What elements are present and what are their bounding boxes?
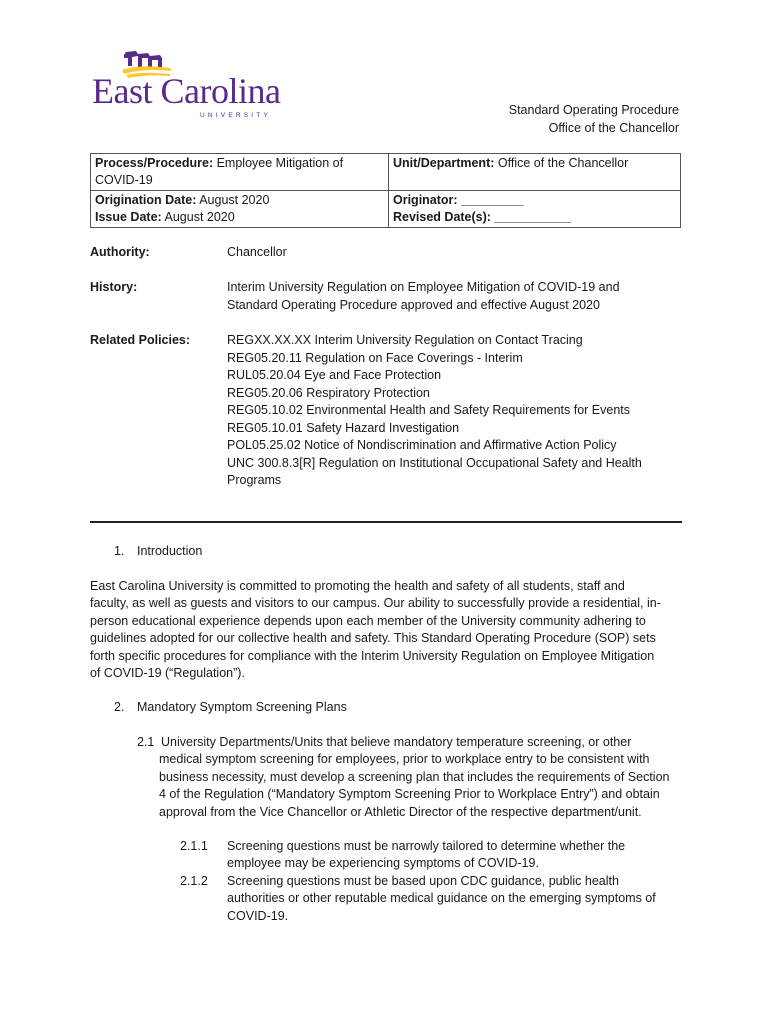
divider	[90, 521, 682, 523]
history-value: Interim University Regulation on Employee Mitigation of COVID-19 and Standard Operating Procedure approved and effective August 2020	[227, 280, 620, 312]
section-2-1: 2.1 University Departments/Units that believe mandatory temperature screening, or other medical symptom screening for employees, prior to workplace entry to be consistent with business necessity, must develop a screening plan that includes the requirements of Section 4 of the Regulation (“Mandatory Symptom Screening Prior to Workplace Entry”) and obtain approval from the Vice Chancellor or Athletic Director of the respective department/unit.	[137, 735, 670, 819]
list-item: Programs	[227, 473, 282, 487]
process-cell: Process/Procedure: Employee Mitigation of COVID-19	[91, 154, 389, 191]
list-item: UNC 300.8.3[R] Regulation on Institutional Occupational Safety and Health	[227, 455, 642, 470]
logo-subtitle: UNIVERSITY	[200, 112, 272, 119]
section-1-heading: 1. Introduction	[114, 544, 203, 558]
list-item: RUL05.20.04 Eye and Face Protection	[227, 368, 442, 382]
originator-cell: Originator: _________ Revised Date(s): ___________	[389, 191, 681, 228]
header-line-1: Standard Operating Procedure	[508, 103, 679, 117]
list-item: REGXX.XX.XX Interim University Regulation on Contact Tracing	[227, 333, 583, 347]
metadata-table	[90, 153, 681, 228]
section-2-heading: 2. Mandatory Symptom Screening Plans	[114, 700, 347, 714]
related-policies-list	[227, 332, 657, 490]
list-item: REG05.20.11 Regulation on Face Coverings - Interim	[227, 350, 523, 365]
authority-label: Authority:	[90, 245, 150, 259]
list-item: REG05.10.01 Safety Hazard Investigation	[227, 420, 460, 435]
authority-value: Chancellor	[227, 245, 287, 259]
unit-cell: Unit/Department: Office of the Chancellor	[389, 154, 681, 191]
origination-cell: Origination Date: August 2020 Issue Date: August 2020	[91, 191, 389, 228]
list-item: REG05.10.02 Environmental Health and Safety Requirements for Events	[227, 403, 630, 417]
related-policies-label: Related Policies:	[90, 333, 191, 347]
history-label: History:	[90, 280, 138, 294]
list-item: POL05.25.02 Notice of Nondiscrimination and Affirmative Action Policy	[227, 438, 617, 452]
list-item: REG05.20.06 Respiratory Protection	[227, 385, 430, 400]
header-line-2: Office of the Chancellor	[548, 121, 679, 135]
university-logo	[92, 46, 302, 120]
section-1-paragraph: East Carolina University is committed to promoting the health and safety of all students, staff and faculty, as well as guests and visitors to our campus. Our ability to successfully provide a residential, in- person educational experience depends upon each member of the University community adhering to guidelines adopted for our collective health and safety. This Standard Operating Procedure (SOP) sets forth specific procedures for compliance with the Interim University Regulation on Employee Mitigation of COVID-19 (“Regulation”).	[90, 579, 661, 681]
logo-wordmark: East Carolina	[92, 71, 281, 111]
document-header	[509, 101, 679, 137]
